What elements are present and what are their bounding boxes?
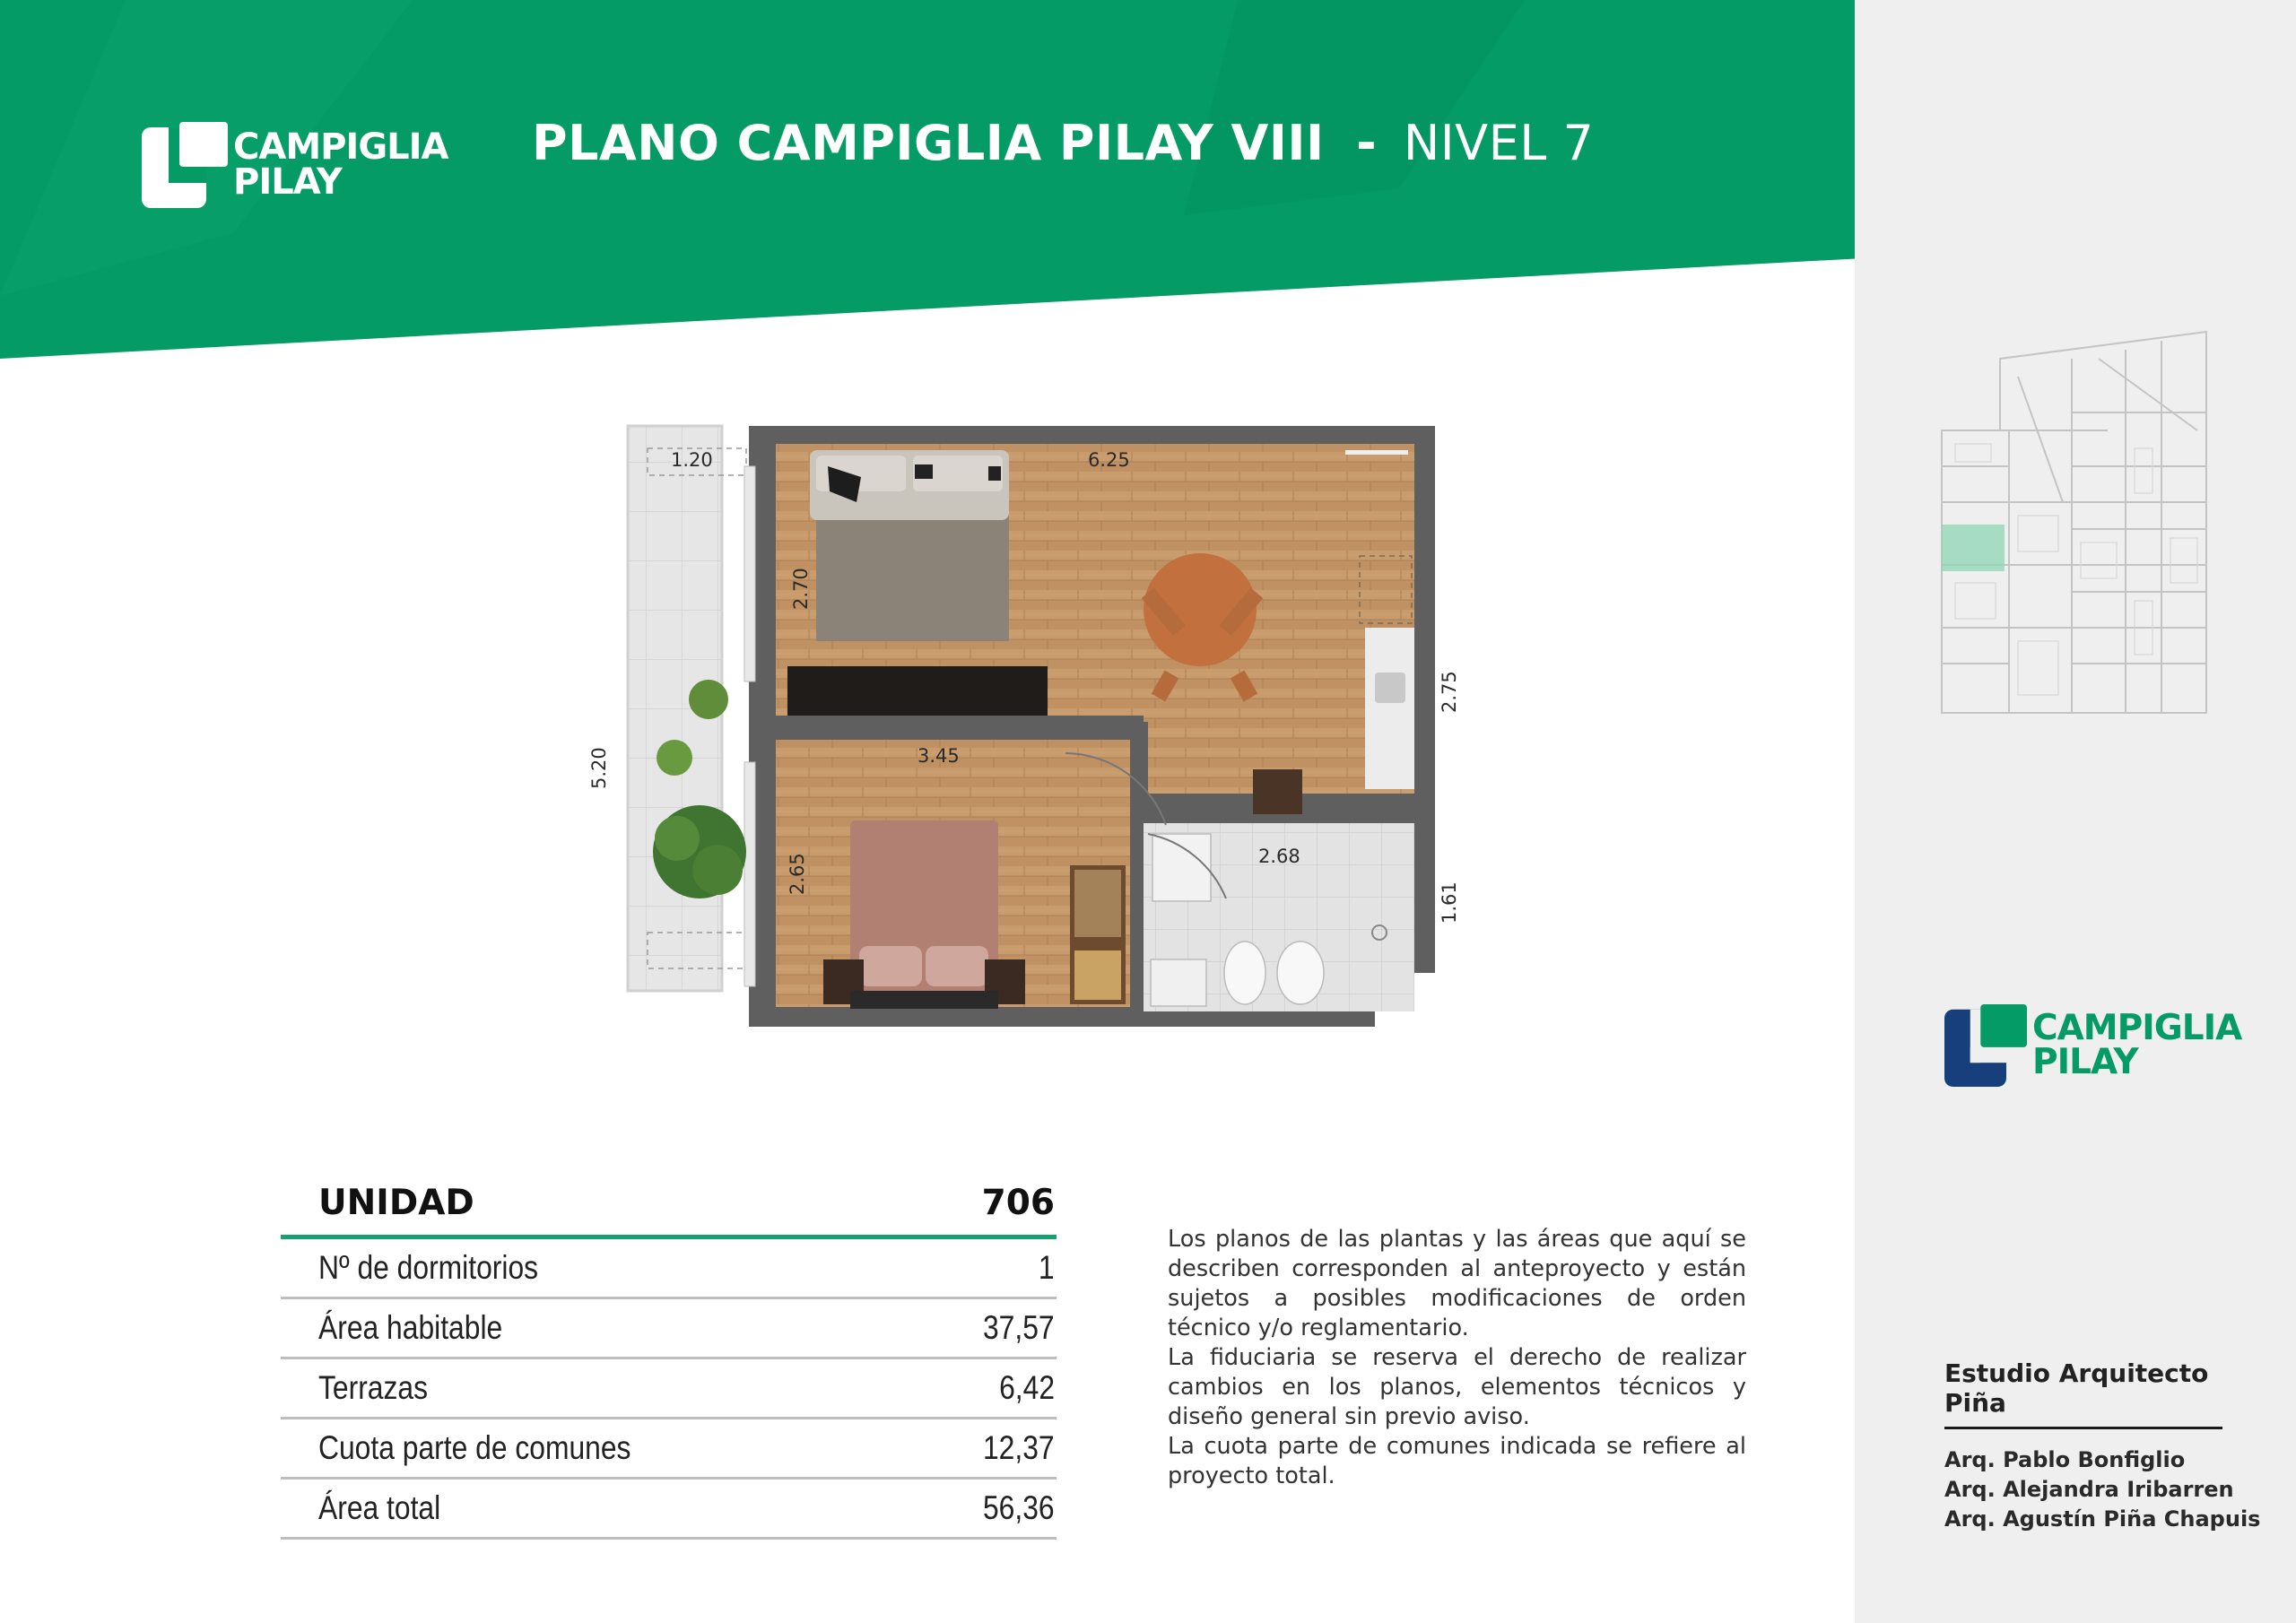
dim-living-height: 2.70 <box>790 568 812 610</box>
row-value: 12,37 <box>983 1429 1055 1466</box>
brand-name-line2: PILAY <box>233 161 342 203</box>
dim-bathroom-height: 1.61 <box>1439 881 1460 924</box>
architect-name: Arq. Alejandra Iribarren <box>1944 1477 2234 1502</box>
row-value: 56,36 <box>983 1489 1055 1526</box>
row-label: Área total <box>318 1489 441 1526</box>
title-main: PLANO CAMPIGLIA PILAY VIII <box>532 115 1325 171</box>
row-label: Cuota parte de comunes <box>318 1429 631 1466</box>
architects-list <box>1944 1445 2261 1534</box>
note-paragraph: La cuota parte de comunes indicada se refiere al proyecto total. <box>1168 1433 1746 1489</box>
dim-terrace-width: 1.20 <box>671 449 713 471</box>
row-value: 6,42 <box>999 1369 1055 1406</box>
row-label: Terrazas <box>318 1369 429 1406</box>
title-level: NIVEL 7 <box>1403 115 1595 171</box>
highlighted-unit <box>1942 525 2005 571</box>
dim-total-height: 5.20 <box>588 747 610 789</box>
brand-logo-top <box>142 122 448 208</box>
dim-bathroom-width: 2.68 <box>1258 846 1300 867</box>
table-row <box>281 1480 1057 1540</box>
floor-plan <box>574 412 1471 1040</box>
dim-living-width: 6.25 <box>1088 449 1130 471</box>
table-row <box>281 1239 1057 1299</box>
unit-number: 706 <box>981 1182 1055 1223</box>
table-row <box>281 1419 1057 1480</box>
brand-logo-sidebar <box>1944 1004 2241 1087</box>
row-value: 37,57 <box>983 1309 1055 1346</box>
dim-bedroom-height: 2.65 <box>787 853 808 895</box>
note-paragraph: Los planos de las plantas y las áreas que aquí se describen corresponden al anteproyecto y están sujetos a posibles modificaciones de orden técnico y/o reglamentario. <box>1168 1226 1746 1341</box>
dim-kitchen-height: 2.75 <box>1439 671 1460 713</box>
brand-name-line2-color: PILAY <box>2032 1042 2138 1082</box>
brand-name-line1-color: CAMPIGLIA <box>2032 1007 2242 1048</box>
logo-mark <box>142 122 228 208</box>
unit-table-header <box>281 1170 1057 1239</box>
studio-name: Estudio Arquitecto Piña <box>1944 1358 2222 1429</box>
row-label: Nº de dormitorios <box>318 1249 539 1286</box>
page-title <box>532 115 1594 171</box>
architect-name: Arq. Agustín Piña Chapuis <box>1944 1506 2261 1532</box>
logo-mark-color <box>1944 1004 2027 1087</box>
brand-name-line1: CAMPIGLIA <box>233 126 448 168</box>
disclaimer-notes <box>1168 1225 1746 1491</box>
building-key-plan <box>1928 323 2215 717</box>
table-row <box>281 1359 1057 1419</box>
architect-name: Arq. Pablo Bonfiglio <box>1944 1447 2186 1472</box>
unit-table <box>281 1170 1057 1540</box>
note-paragraph: La fiduciaria se reserva el derecho de realizar cambios en los planos, elementos técnicos y diseño general sin previo aviso. <box>1168 1344 1746 1430</box>
row-value: 1 <box>1039 1249 1055 1286</box>
unit-label: UNIDAD <box>318 1182 474 1223</box>
table-row <box>281 1299 1057 1359</box>
dim-bedroom-width: 3.45 <box>918 745 960 767</box>
row-label: Área habitable <box>318 1309 503 1346</box>
title-separator: - <box>1356 115 1378 171</box>
studio-credits <box>1944 1358 2261 1534</box>
